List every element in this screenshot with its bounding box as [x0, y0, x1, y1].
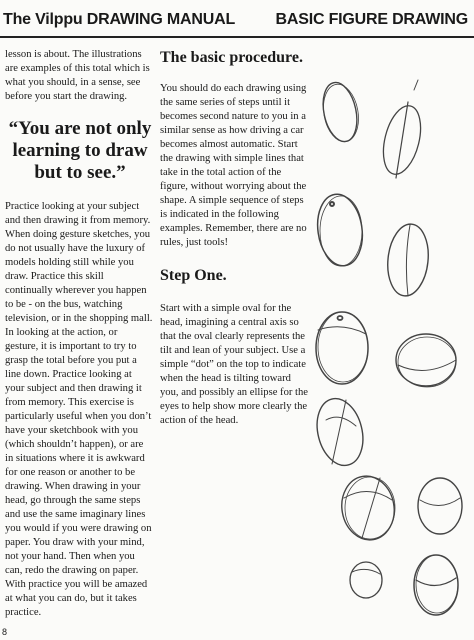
- page-number: 8: [2, 627, 8, 637]
- sketch-oval-5: [316, 312, 368, 384]
- step-one-paragraph: Start with a simple oval for the head, imagining a central axis so that the oval clearly represents the tilt and lean of your subject. Use a simple “dot” on the top to indicate when the head is tilting toward you, and possibly an ellipse for the eyes to help show more clearly the action of the head.: [160, 303, 308, 426]
- intro-paragraph: lesson is about. The illustrations are examples of this total which is what you should, in a sense, see before you start the drawing.: [5, 49, 150, 102]
- heading-basic-procedure: The basic procedure.: [160, 49, 303, 66]
- sketch-oval-2: [377, 80, 427, 178]
- manual-title: The Vilppu DRAWING MANUAL: [3, 11, 236, 28]
- sketch-oval-11: [414, 555, 458, 615]
- page-header: [0, 0, 474, 36]
- middle-column: [160, 48, 310, 428]
- left-column: [5, 48, 153, 620]
- sketch-oval-1: [318, 79, 363, 144]
- heading-step-one: Step One.: [160, 267, 227, 284]
- sketch-oval-3: [313, 191, 367, 268]
- sketch-oval-7: [310, 394, 369, 471]
- practice-paragraph: Practice looking at your subject and then drawing it from memory. When doing gesture sketches, you do not usually have the luxury of models holding still while you draw. Practice this skill continually wherever you happen to be - on the bus, watching television, or in the shopping mall. In looking at the action, or gesture, it is important to try to grasp the total before you put a line down. Practice looking at your subject and then drawing it from memory. This exercise is particularly useful when you don’t have your sketchbook with you (which shouldn’t happen), or are in situations where it is awkward for one reason or another to be drawing. When drawing in your head, go through the same steps and use the same imaginary lines you would if you were drawing on paper. You draw with your mind, not your hand. Then when you can, redo the drawing on paper. With practice you will be amazed at what you can do, but it takes practice.: [5, 201, 153, 618]
- sketch-oval-9: [418, 478, 462, 534]
- sketch-oval-4: [384, 222, 431, 298]
- sketch-oval-10: [350, 562, 382, 598]
- sketch-oval-8: [337, 472, 399, 544]
- header-rule: [0, 36, 474, 38]
- sketch-oval-6: [396, 334, 456, 387]
- head-oval-sketches: [310, 60, 474, 625]
- section-title: BASIC FIGURE DRAWING: [275, 11, 468, 28]
- pull-quote: “You are not only learning to draw but to see.”: [8, 118, 152, 183]
- procedure-paragraph: You should do each drawing using the same series of steps until it becomes second nature to you in a similar sense as how driving a car becomes almost automatic. Start the drawing with simple lines that take in the total action of the figure, without worrying about the shape. A simple sequence of steps is indicated in the following examples. Remember, there are no rules, just tools!: [160, 83, 307, 248]
